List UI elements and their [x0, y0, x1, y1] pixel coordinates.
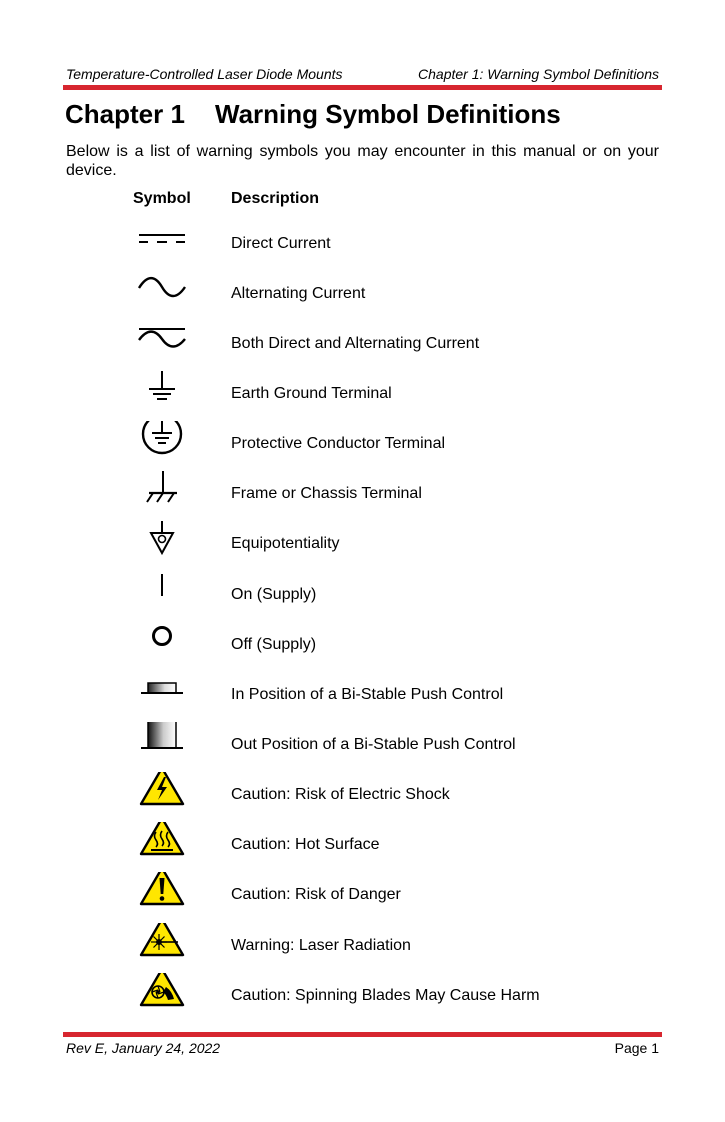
- page-number: Page 1: [614, 1040, 659, 1056]
- table-row: [0, 271, 725, 315]
- dc-ac-icon: [137, 321, 187, 365]
- symbol-description: On (Supply): [231, 586, 317, 603]
- header-chapter-title: Chapter 1: Warning Symbol Definitions: [418, 66, 659, 82]
- table-row: [0, 321, 725, 365]
- spinning-blades-warning-icon: [137, 973, 187, 1017]
- intro-paragraph: Below is a list of warning symbols you may encounter in this manual or on your device.: [66, 143, 659, 179]
- symbol-description: Warning: Laser Radiation: [231, 937, 411, 954]
- symbol-description: In Position of a Bi-Stable Push Control: [231, 686, 504, 703]
- column-header-description: Description: [231, 190, 320, 207]
- page-title: [65, 99, 561, 130]
- danger-warning-icon: [137, 872, 187, 916]
- chassis-terminal-icon: [137, 471, 187, 515]
- alternating-current-icon: [137, 271, 187, 315]
- hot-surface-warning-icon: [137, 822, 187, 866]
- table-row: [0, 722, 725, 766]
- symbol-description: Caution: Hot Surface: [231, 836, 380, 853]
- electric-shock-warning-icon: [137, 772, 187, 816]
- footer-revision: Rev E, January 24, 2022: [66, 1040, 221, 1056]
- table-row: [0, 622, 725, 666]
- symbol-description: Equipotentiality: [231, 535, 340, 552]
- symbol-description: Frame or Chassis Terminal: [231, 485, 422, 502]
- symbol-description: Earth Ground Terminal: [231, 385, 392, 402]
- push-control-out-icon: [137, 722, 187, 766]
- chapter-title: Warning Symbol Definitions: [215, 99, 561, 129]
- header-document-title: Temperature-Controlled Laser Diode Mounts: [66, 66, 343, 82]
- symbol-description: Alternating Current: [231, 285, 366, 302]
- on-supply-icon: [137, 572, 187, 616]
- table-row: [0, 973, 725, 1017]
- symbol-description: Caution: Spinning Blades May Cause Harm: [231, 987, 540, 1004]
- footer-rule: [63, 1032, 662, 1037]
- table-row: [0, 923, 725, 967]
- symbol-description: Off (Supply): [231, 636, 317, 653]
- direct-current-icon: [137, 221, 187, 265]
- earth-ground-icon: [137, 371, 187, 415]
- table-row: [0, 822, 725, 866]
- symbol-description: Direct Current: [231, 235, 331, 252]
- table-row: [0, 572, 725, 616]
- symbol-description: Caution: Risk of Danger: [231, 886, 401, 903]
- table-row: [0, 371, 725, 415]
- equipotentiality-icon: [137, 521, 187, 565]
- table-row: [0, 471, 725, 515]
- symbol-description: Both Direct and Alternating Current: [231, 335, 480, 352]
- table-row: [0, 772, 725, 816]
- header-rule: [63, 85, 662, 90]
- symbol-description: Out Position of a Bi-Stable Push Control: [231, 736, 516, 753]
- chapter-number: Chapter 1: [65, 99, 185, 129]
- push-control-in-icon: [137, 672, 187, 716]
- symbol-description: Protective Conductor Terminal: [231, 435, 446, 452]
- table-row: [0, 672, 725, 716]
- off-supply-icon: [137, 622, 187, 666]
- table-row: [0, 421, 725, 465]
- table-row: [0, 521, 725, 565]
- symbol-description: Caution: Risk of Electric Shock: [231, 786, 450, 803]
- table-row: [0, 221, 725, 265]
- column-header-symbol: Symbol: [133, 190, 191, 207]
- protective-conductor-icon: [137, 421, 187, 465]
- table-row: [0, 872, 725, 916]
- laser-radiation-warning-icon: [137, 923, 187, 967]
